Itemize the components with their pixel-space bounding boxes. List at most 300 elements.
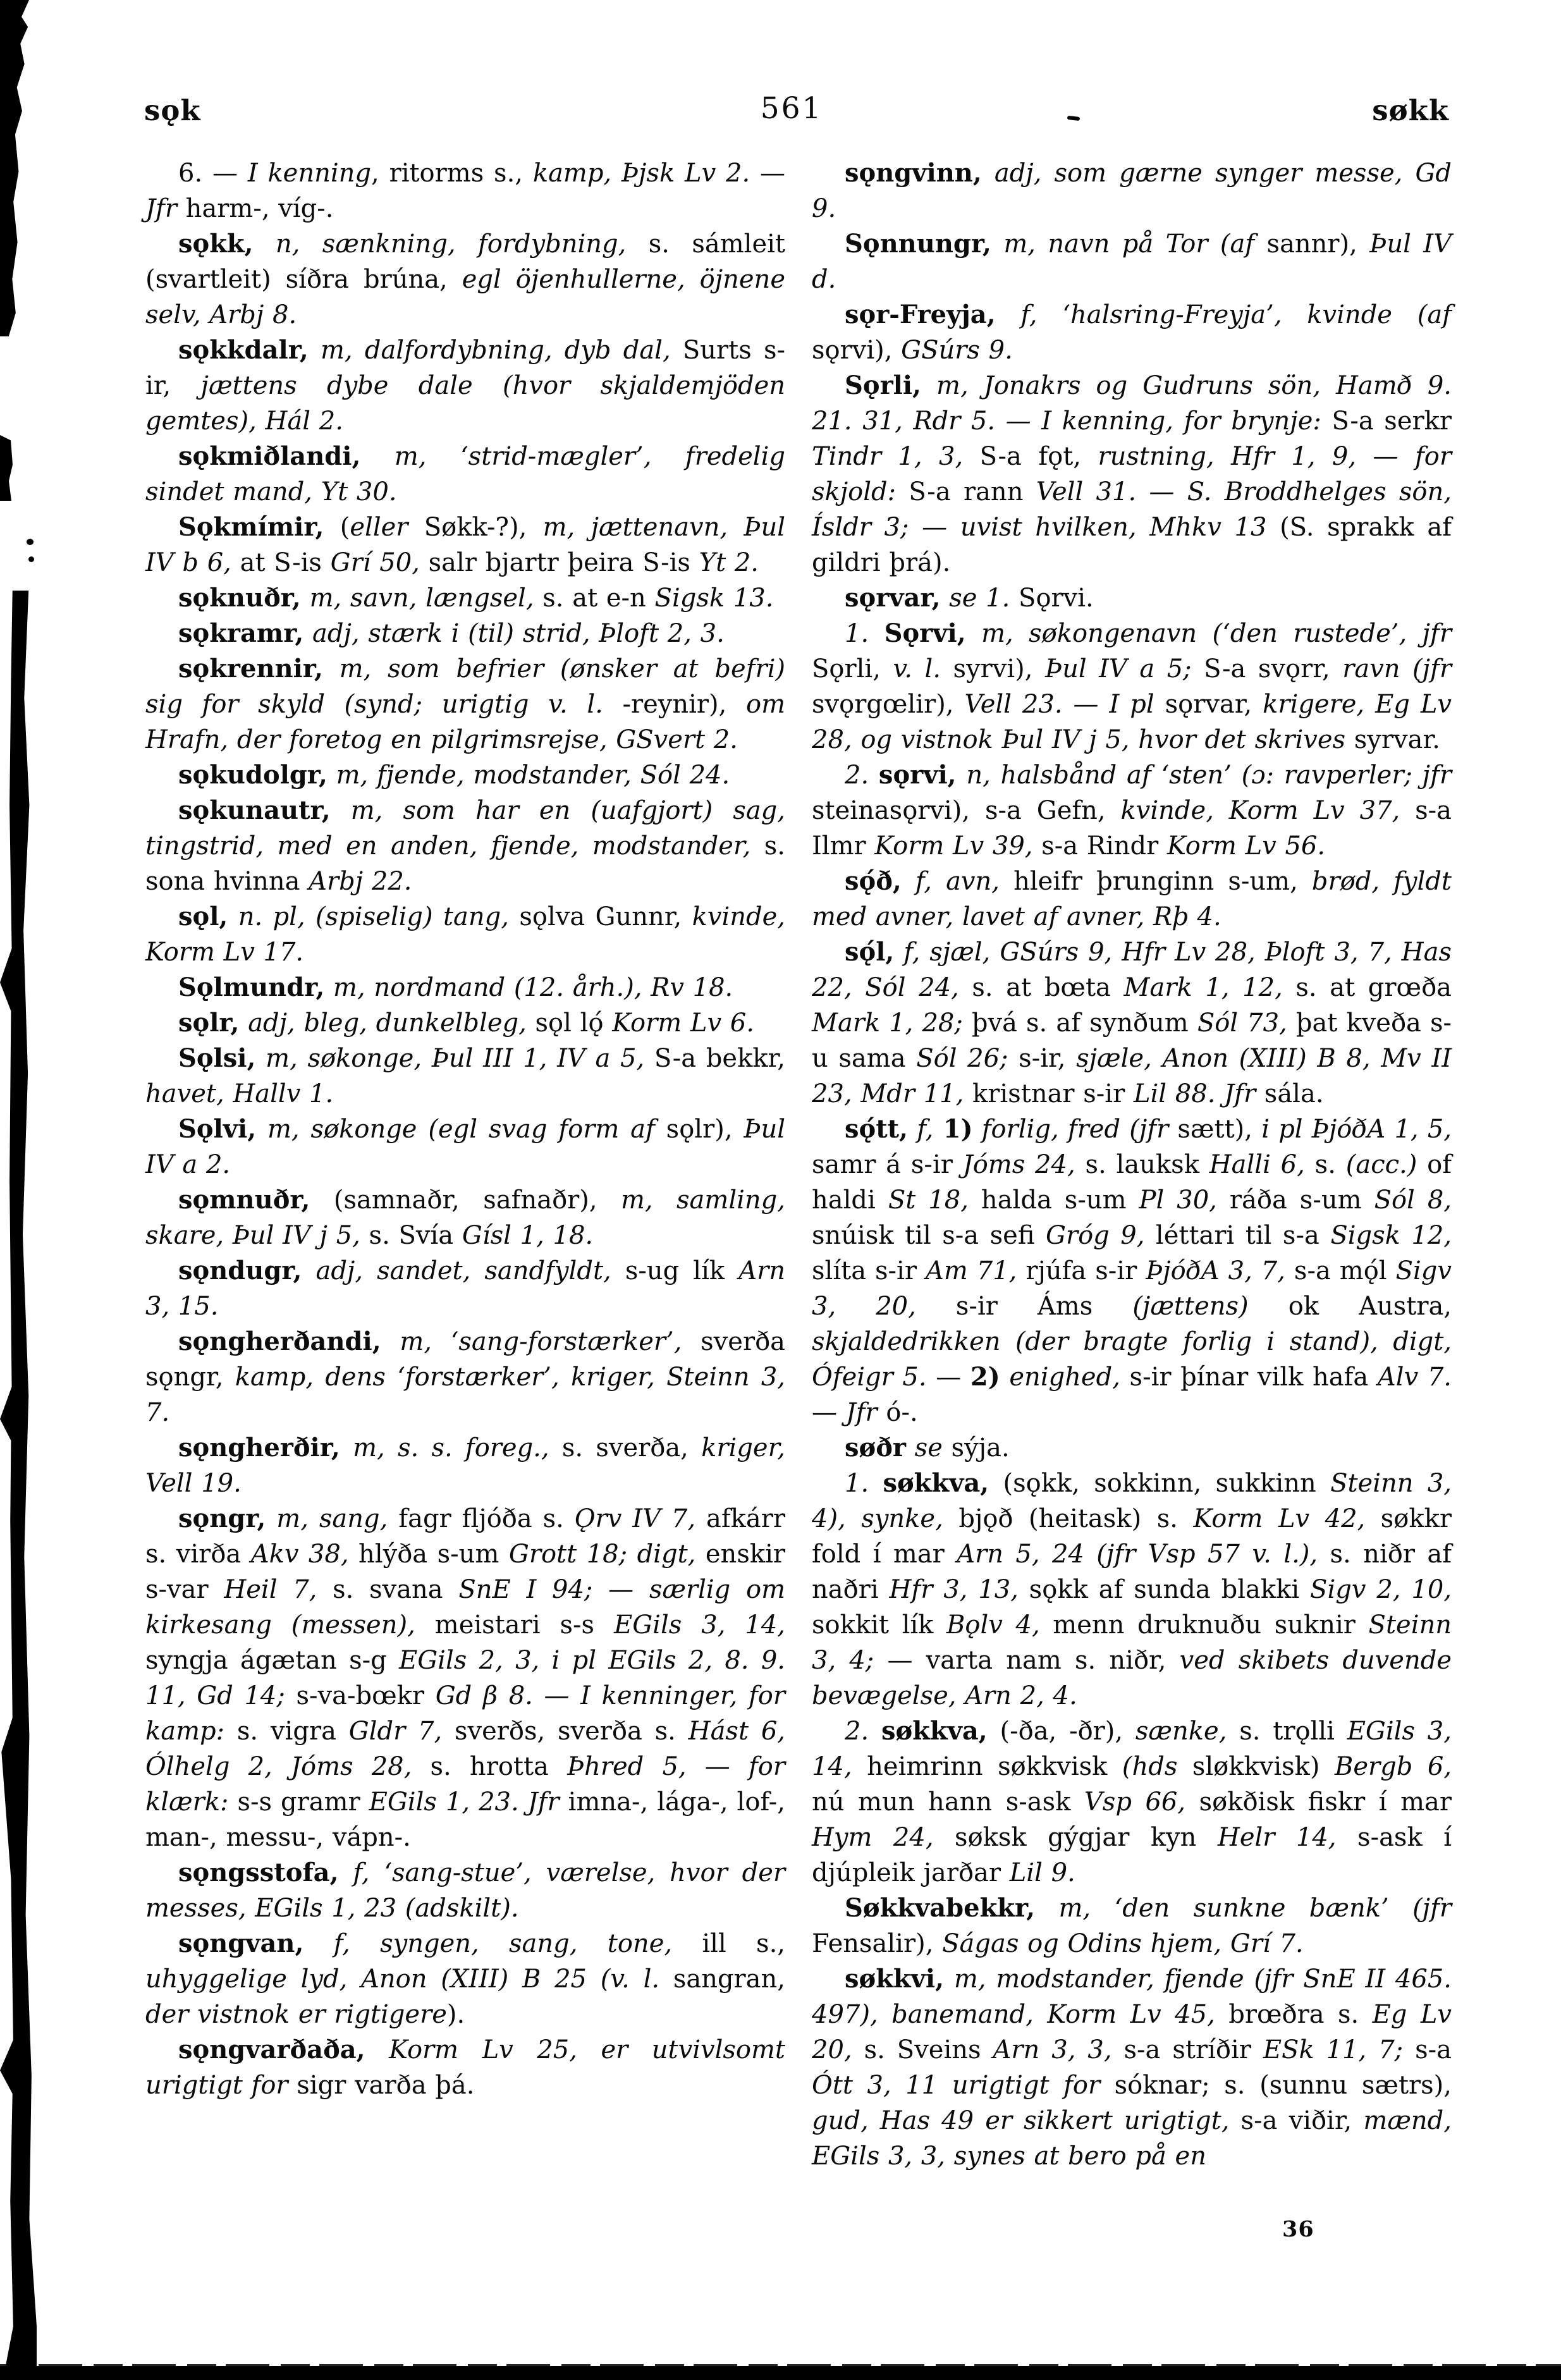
dictionary-entry — [812, 297, 1452, 368]
entry-text: syrvi), — [941, 654, 1046, 684]
entry-text: 2. — [845, 761, 879, 790]
dictionary-entry — [145, 333, 785, 439]
headword: Sǫrvi, — [884, 618, 966, 648]
dictionary-entry — [812, 616, 1452, 758]
dictionary-entry — [145, 970, 785, 1005]
dictionary-entry — [145, 758, 785, 793]
entry-text: 1. — [845, 1469, 883, 1498]
entry-text: meistari s-s — [415, 1610, 615, 1640]
entry-text: sǫrvar, — [1154, 690, 1263, 719]
entry-text: s. trǫlli — [1227, 1717, 1347, 1746]
entry-text: adj, som gærne synger messe, Gd 9. — [812, 159, 1452, 223]
entry-text: Fensalir), — [812, 1929, 943, 1958]
entry-text: m, sang, — [266, 1504, 388, 1533]
headword: 1) — [933, 1114, 973, 1144]
headword: sǫlr, — [178, 1008, 240, 1038]
headword: sǫngherðir, — [178, 1433, 340, 1463]
entry-text: s. sverða, — [549, 1433, 702, 1463]
entry-text: EGils 1, 23. Jfr — [369, 1788, 560, 1817]
entry-text: Korm Lv 25, er utvivlsomt urigtigt for — [145, 2035, 785, 2100]
dictionary-entry — [145, 1855, 785, 1926]
dictionary-entry — [812, 1466, 1452, 1714]
entry-text: ill s., — [672, 1929, 786, 1958]
entry-text: sóknar; s. (sunnu sætrs), — [1100, 2071, 1452, 2100]
dictionary-entry — [145, 1253, 785, 1324]
entry-text: — — [750, 159, 785, 188]
entry-text: sigr varða þá. — [288, 2071, 475, 2100]
scan-artifact-bottom-edge — [0, 2366, 1561, 2380]
entry-text: m, ‘strid-mægler’, fredelig sindet mand, Yt 30. — [145, 442, 785, 506]
entry-text: Ótt 3, 11 urigtigt for — [812, 2071, 1101, 2100]
entry-text: imna-, lága-, lof-, man-, messu-, vápn-. — [145, 1788, 786, 1852]
headword: sǫkunautr, — [178, 795, 331, 825]
entry-text: Sigsk 12, — [1330, 1221, 1452, 1250]
entry-text: Grott 18; digt, — [508, 1540, 696, 1569]
entry-text: EGils 3, 14, — [614, 1610, 785, 1640]
entry-text: Tindr 1, 3, — [812, 442, 964, 471]
entry-text: sjæle, Anon (XIII) B 8, Mv II 23, Mdr 11, — [812, 1044, 1452, 1108]
entry-text: Ságas og Odins hjem, Grí 7. — [942, 1929, 1304, 1958]
dictionary-entry — [145, 1926, 785, 2032]
entry-text: m, samling, skare, Þul IV j 5, — [145, 1186, 785, 1250]
entry-text: Arn 3, 3, — [993, 2035, 1112, 2064]
entry-text: -reynir), — [603, 690, 746, 719]
headword: sǫ́l, — [845, 937, 895, 967]
headword: Sǫrli, — [845, 371, 921, 400]
dictionary-entry — [812, 1430, 1452, 1466]
entry-text: (hds — [1122, 1752, 1178, 1781]
entry-text: sangran, — [659, 1965, 786, 1994]
headword: Sǫlsi, — [178, 1043, 256, 1073]
entry-text: ESk 11, 7; — [1263, 2035, 1404, 2064]
dictionary-entry — [812, 156, 1452, 226]
entry-text: rustning, Hfr 1, 9, — for skjold: — [812, 442, 1452, 506]
entry-text: rjúfa s-ir — [1017, 1256, 1146, 1285]
entry-text: Steinn 3, 4; — [812, 1610, 1452, 1675]
dictionary-entry — [145, 616, 785, 651]
sheet-signature: 36 — [1282, 2216, 1314, 2242]
entry-text: Vell 23. — I pl — [964, 690, 1154, 719]
entry-text: enighed, — [1000, 1363, 1120, 1392]
dictionary-entry — [145, 1501, 785, 1855]
entry-text: v. l. — [893, 654, 941, 684]
page-number: 561 — [760, 91, 823, 126]
entry-text: S-a fǫt, — [963, 442, 1098, 471]
headword: sǫl, — [178, 902, 228, 931]
column-left — [145, 156, 785, 2103]
headword: sǫngvan, — [178, 1929, 304, 1958]
entry-text: m, nordmand (12. årh.), Rv 18. — [324, 973, 733, 1002]
entry-text: (sǫkk, sokkinn, sukkinn — [989, 1469, 1331, 1498]
entry-text: s-a stríðir — [1111, 2035, 1263, 2064]
entry-text: f, sjæl, GSúrs 9, Hfr Lv 28, Þloft 3, 7, Has 22, Sól 24, — [812, 938, 1452, 1002]
entry-text: ok Austra, — [1248, 1292, 1452, 1321]
headword: 2) — [970, 1362, 1000, 1392]
scan-artifact-speck — [27, 539, 34, 545]
entry-text: m, modstander, fjende (jfr SnE II 465. 497), banemand, Korm Lv 45, — [812, 1965, 1452, 2029]
entry-text: sokkit lík — [812, 1610, 947, 1640]
entry-text: Heil 7, — [224, 1575, 317, 1604]
dictionary-entry — [145, 439, 785, 510]
entry-text: fagr fljóða s. — [388, 1504, 575, 1533]
header-catchword-left: sǫk — [144, 94, 201, 127]
entry-text: n, sænkning, fordybning, — [253, 230, 627, 259]
entry-text: se — [905, 1433, 943, 1463]
entry-text: n, halsbånd af ‘sten’ (ɔ: ravperler; jfr — [956, 761, 1452, 790]
entry-text: — varta nam s. niðr, — [874, 1646, 1180, 1675]
entry-text: Mark 1, 12, — [1123, 973, 1283, 1002]
dictionary-entry — [145, 1005, 785, 1041]
dictionary-entry — [812, 935, 1452, 1112]
entry-text: Bergb 6, — [1334, 1752, 1452, 1781]
entry-text: sverða sǫngr, — [145, 1327, 786, 1392]
entry-text: St 18, — [888, 1186, 969, 1215]
entry-text: Gldr 7, — [348, 1717, 443, 1746]
entry-text: léttari til s-a — [1144, 1221, 1331, 1250]
entry-text: sætt), — [1168, 1115, 1262, 1144]
entry-text: Yt 2. — [699, 548, 759, 577]
entry-text: (-ða, -ðr), — [987, 1717, 1136, 1746]
dictionary-entry — [812, 226, 1452, 297]
entry-text: (jættens) — [1132, 1292, 1249, 1321]
entry-text: s. sámleit (svartleit) síðra brúna, — [145, 230, 785, 294]
entry-text: søksk gýgjar kyn — [933, 1823, 1218, 1852]
headword: Søkkvabekkr, — [845, 1893, 1036, 1923]
entry-text: Gd β 8. — I kenninger, for kamp: — [145, 1681, 785, 1746]
entry-text: at S-is — [231, 548, 331, 577]
entry-text: søkðisk fiskr í mar — [1185, 1788, 1452, 1817]
entry-text: s-ug lík — [611, 1256, 739, 1285]
entry-text: s. at e-n — [534, 584, 655, 613]
entry-text: skjaldedrikken (der bragte forlig i stand), digt, Ófeigr 5. — [812, 1327, 1452, 1392]
entry-text: s-a Ilmr — [812, 796, 1452, 861]
dictionary-entry — [145, 1112, 785, 1182]
entry-text: hleifr þrunginn s-um, — [1000, 867, 1312, 896]
entry-text: Surts s-ir, — [145, 336, 785, 400]
entry-text: Gróg 9, — [1046, 1221, 1145, 1250]
entry-text: m, s. s. foreg., — [340, 1433, 549, 1463]
entry-text: m, som har en (uafgjort) sag, tingstrid, med en anden, fjende, modstander, — [145, 796, 785, 861]
headword: søðr — [845, 1433, 906, 1463]
entry-text: Lil 88. Jfr — [1133, 1079, 1256, 1108]
dictionary-entry — [812, 1714, 1452, 1891]
entry-text: (S. sprakk af gildri þrá). — [812, 513, 1452, 577]
entry-text: 6. — — [178, 159, 248, 188]
entry-text: adj, bleg, dunkelbleg, — [239, 1009, 527, 1038]
entry-text: m, ‘den sunkne bænk’ (jfr — [1035, 1894, 1452, 1923]
headword: Sǫlvi, — [178, 1114, 257, 1144]
entry-text: n. pl, (spiselig) tang, — [228, 902, 509, 931]
entry-text: kriger, Vell 19. — [145, 1433, 786, 1498]
entry-text: s-a mǫ́l — [1285, 1256, 1396, 1285]
entry-text: m, dalfordybning, dyb dal, — [308, 336, 671, 365]
entry-text: adj, sandet, sandfyldt, — [302, 1256, 611, 1285]
entry-text: Gísl 1, 18. — [462, 1221, 594, 1250]
scan-artifact-binding-strip — [0, 591, 37, 2380]
entry-text: nú mun hann s-ask — [812, 1788, 1084, 1817]
dictionary-entry — [812, 368, 1452, 580]
entry-text: , ritorms s., — [371, 159, 533, 188]
headword: sǫkk, — [178, 229, 254, 259]
entry-text: sǫlva Gunnr, — [508, 902, 692, 931]
dictionary-entry — [145, 793, 785, 899]
dictionary-entry — [145, 651, 785, 758]
entry-text: ÞjóðA 3, 7, — [1146, 1256, 1285, 1285]
entry-text: f, — [908, 1115, 934, 1144]
entry-text: s-a — [1403, 2035, 1452, 2064]
headword: sǫkmiðlandi, — [178, 441, 361, 471]
entry-text: Jóms 24, — [962, 1150, 1075, 1179]
entry-text: heimrinn søkkvisk — [852, 1752, 1122, 1781]
entry-text: ved skibets duvende bevægelse, Arn 2, 4. — [812, 1646, 1452, 1710]
entry-text: snúisk til s-a sefi — [812, 1221, 1046, 1250]
entry-text: kamp, dens ‘forstærker’, kriger, Steinn 3, 7. — [145, 1363, 785, 1427]
entry-text: Jfr — [145, 194, 177, 223]
entry-text: Hfr 3, 13, — [889, 1575, 1019, 1604]
headword: sǫngherðandi, — [178, 1327, 381, 1356]
entry-text: Sól 73, — [1197, 1009, 1287, 1038]
dictionary-entry — [145, 899, 785, 970]
entry-text: om Hrafn, der foretog en pilgrimsrejse, GSvert 2. — [145, 690, 785, 754]
entry-text: Vell 31. — S. Broddhelges sön, Ísldr 3; — uvist hvilken, Mhkv 13 — [812, 477, 1452, 542]
entry-text: kamp, Þjsk Lv 2. — [532, 159, 750, 188]
entry-text: — — [812, 1398, 846, 1427]
entry-text: egl öjenhullerne, öjnene selv, Arbj 8. — [145, 265, 785, 329]
entry-text: Sigsk 13. — [654, 584, 774, 613]
entry-text: 1. — [845, 619, 885, 648]
entry-text: i pl ÞjóðA 1, 5, — [1261, 1115, 1452, 1144]
entry-text: s. — [1304, 1150, 1346, 1179]
headword: sǫkramr, — [178, 618, 304, 648]
entry-text: s-ask í djúpleik jarðar — [812, 1823, 1452, 1887]
dictionary-entry — [812, 1961, 1452, 2174]
entry-text: s. Sveins — [852, 2035, 993, 2064]
entry-text: se 1. — [940, 584, 1019, 613]
entry-text: mænd, EGils 3, 3, synes at bero på en — [812, 2106, 1452, 2171]
entry-text: brød, fyldt med avner, lavet af avner, Rþ 4. — [812, 867, 1452, 931]
entry-text: (samnaðr, safnaðr), — [310, 1186, 621, 1215]
dictionary-entry — [145, 1430, 785, 1501]
entry-text: ó-. — [877, 1398, 918, 1427]
entry-text: m, jættenavn, Þul IV b 6, — [145, 513, 785, 577]
entry-text: kristnar s-ir — [964, 1079, 1134, 1108]
entry-text: Steinn 3, 4), synke, — [812, 1469, 1452, 1533]
entry-text: søkkr fold í mar — [812, 1504, 1452, 1569]
entry-text: harm-, víg-. — [176, 194, 334, 223]
entry-text: S-a bekkr, — [644, 1044, 785, 1073]
headword: sǫknuðr, — [178, 583, 301, 613]
entry-text: Þul IV a 2. — [145, 1115, 785, 1179]
entry-text: svǫrgœlir), — [812, 690, 965, 719]
entry-text: eller — [350, 513, 408, 542]
entry-text: Sǫrli, — [812, 654, 893, 684]
entry-text: s-a viðir, — [1229, 2106, 1364, 2135]
headword: Sǫnnungr, — [845, 229, 991, 259]
dictionary-entry — [145, 2032, 785, 2103]
entry-text: samr á s-ir — [812, 1150, 963, 1179]
headword: Sǫkmímir, — [178, 512, 324, 542]
entry-text: Sigv 2, 10, — [1310, 1575, 1452, 1604]
entry-text: Alv 7. — [1377, 1363, 1452, 1392]
entry-text: hlýða s-um — [348, 1540, 509, 1569]
entry-text: m, savn, længsel, — [300, 584, 534, 613]
entry-text: m, søkonge, Þul III 1, IV a 5, — [255, 1044, 645, 1073]
headword: Sǫlmundr, — [178, 972, 325, 1002]
entry-text: Jfr — [845, 1398, 878, 1427]
entry-text: Vsp 66, — [1084, 1788, 1186, 1817]
entry-text: gud, Has 49 er sikkert urigtigt, — [812, 2106, 1230, 2135]
entry-text: sænke, — [1135, 1717, 1227, 1746]
entry-text: krigere, Eg Lv 28, og vistnok Þul IV j 5, hvor det skrives — [812, 690, 1452, 754]
entry-text: ráða s-um — [1216, 1186, 1374, 1215]
entry-text: Pl 30, — [1139, 1186, 1217, 1215]
entry-text: havet, Hallv 1. — [145, 1079, 334, 1108]
entry-text: Sigv 3, 20, — [812, 1256, 1452, 1321]
dictionary-entry — [145, 1182, 785, 1253]
headword: søkkva, — [883, 1468, 989, 1498]
scan-artifact-speck — [28, 556, 34, 562]
dictionary-entry — [145, 1041, 785, 1112]
entry-text: f, ‘sang-stue’, værelse, hvor der messes, EGils 1, 23 (adskilt). — [145, 1858, 785, 1923]
entry-text: Eg Lv 20, — [812, 2000, 1452, 2064]
entry-text: Halli 6, — [1209, 1150, 1305, 1179]
entry-text: s. sona hvinna — [145, 831, 786, 896]
entry-text: s-a Rindr — [1032, 831, 1167, 861]
entry-text: uhyggelige lyd, Anon (XIII) B 25 (v. l. — [145, 1965, 660, 1994]
entry-text: ). — [446, 2000, 465, 2029]
entry-text: S-a serkr — [1321, 407, 1452, 436]
entry-text: 2. — [845, 1717, 881, 1746]
entry-text: s-ir Áms — [915, 1292, 1133, 1321]
entry-text: steinasǫrvi), s-a Gefn, — [812, 796, 1121, 825]
headword: søkkva, — [881, 1716, 988, 1746]
headword: sǫngvinn, — [845, 158, 982, 188]
entry-text: SnE I 94; — særlig om kirkesang (messen), — [145, 1575, 786, 1640]
entry-text: s-s gramr — [228, 1788, 369, 1817]
entry-text: enskir s-var — [145, 1540, 785, 1604]
entry-text: Søkk-?), — [408, 513, 543, 542]
entry-text: der vistnok er rigtigere — [145, 2000, 447, 2029]
entry-text: menn druknuðu suknir — [1039, 1610, 1369, 1640]
entry-text: Bǫlv 4, — [946, 1610, 1040, 1640]
column-right — [812, 156, 1452, 2174]
header-catchword-right: søkk — [1372, 94, 1449, 127]
entry-text: Grí 50, — [330, 548, 420, 577]
entry-text: m, søkongenavn (‘den rustede’, jfr — [965, 619, 1452, 648]
headword: sǫ́tt, — [845, 1114, 909, 1144]
entry-text: sǫl lǫ́ — [526, 1009, 613, 1038]
entry-text: m, fjende, modstander, Sól 24. — [327, 761, 730, 790]
headword: sǫrvi, — [878, 760, 957, 790]
entry-text: EGils 2, 3, i pl EGils 2, 8. 9. 11, Gd 14; — [145, 1646, 785, 1710]
entry-text: ravn (jfr — [1342, 654, 1452, 684]
entry-text: kvinde, Korm Lv 37, — [1120, 796, 1400, 825]
entry-text: Korm Lv 56. — [1166, 831, 1326, 861]
entry-text: Am 71, — [925, 1256, 1017, 1285]
entry-text: m, som befrier (ønsker at befri) sig for skyld (synd; urigtig v. l. — [145, 654, 785, 719]
entry-text: Akv 38, — [250, 1540, 349, 1569]
entry-text: Korm Lv 6. — [612, 1009, 754, 1038]
dictionary-entry — [812, 580, 1452, 616]
entry-text: s. hrotta — [412, 1752, 568, 1781]
dictionary-entry — [145, 226, 785, 333]
headword: sǫngsstofa, — [178, 1858, 339, 1887]
entry-text: Þul IV a 5; — [1045, 654, 1192, 684]
scan-artifact-binding-blob — [0, 435, 13, 501]
entry-text: of haldi — [812, 1150, 1452, 1215]
entry-text: jættens dybe dale (hvor skjaldemjöden gemtes), Hál 2. — [145, 371, 785, 436]
entry-text: Korm Lv 42, — [1193, 1504, 1366, 1533]
entry-text: brœðra s. — [1215, 2000, 1373, 2029]
headword: sǫngr, — [178, 1504, 266, 1533]
entry-text: s. svana — [317, 1575, 459, 1604]
running-head — [144, 91, 1449, 127]
entry-text: Sól 8, — [1374, 1186, 1452, 1215]
entry-text: sála. — [1256, 1079, 1324, 1108]
entry-text: ( — [324, 513, 350, 542]
entry-text: s-va-bœkr — [285, 1681, 436, 1710]
entry-text: s-ir, — [1008, 1044, 1077, 1073]
headword: sǫkrennir, — [178, 654, 323, 684]
dictionary-entry — [145, 1324, 785, 1430]
entry-text: adj, stærk i (til) strid, Þloft 2, 3. — [303, 619, 725, 648]
entry-text: Þul IV d. — [812, 230, 1452, 294]
headword: sǫndugr, — [178, 1256, 302, 1285]
entry-text: syrvar. — [1345, 725, 1440, 754]
entry-text: sǫkk af sunda blakki — [1018, 1575, 1311, 1604]
entry-text: þat kveða s-u sama — [812, 1009, 1452, 1073]
entry-text: EGils 3, 14, — [812, 1717, 1452, 1781]
dictionary-entry — [812, 864, 1452, 935]
entry-text: s. lauksk — [1075, 1150, 1209, 1179]
entry-text: (acc.) — [1345, 1150, 1417, 1179]
entry-text: salr bjartr þeira S-is — [419, 548, 699, 577]
dictionary-entry — [145, 580, 785, 616]
entry-text: Helr 14, — [1217, 1823, 1337, 1852]
entry-text: Sǫrvi. — [1019, 584, 1094, 613]
entry-text: S-a rann — [896, 477, 1036, 506]
entry-text: Arn 5, 24 (jfr Vsp 57 v. l.), — [957, 1540, 1318, 1569]
entry-text: afkárr s. virða — [145, 1504, 786, 1569]
entry-text: Korm Lv 39, — [874, 831, 1033, 861]
entry-text: Hym 24, — [812, 1823, 934, 1852]
entry-text: S-a svǫrr, — [1191, 654, 1343, 684]
entry-text: GSúrs 9. — [901, 336, 1013, 365]
entry-text: sǫlr), — [654, 1115, 744, 1144]
entry-text: s. niðr af naðri — [812, 1540, 1452, 1604]
entry-text: Arbj 22. — [309, 867, 412, 896]
headword: sǫmnuðr, — [178, 1185, 310, 1215]
entry-text: syngja ágætan s-g — [145, 1646, 400, 1675]
scan-artifact-binding-top — [0, 0, 29, 336]
entry-text: kvinde, Korm Lv 17. — [145, 902, 785, 967]
entry-text: sverðs, sverða s. — [442, 1717, 689, 1746]
dictionary-entry — [812, 758, 1452, 864]
entry-text: slíta s-ir — [812, 1256, 926, 1285]
entry-text: m, søkonge (egl svag form af — [256, 1115, 655, 1144]
headword: sǫkudolgr, — [178, 760, 328, 790]
entry-text: f, avn, — [901, 867, 1000, 896]
headword: sǫkkdalr, — [178, 335, 309, 365]
entry-text: m, navn på Tor (af — [991, 230, 1255, 259]
entry-text: m, Jonakrs og Gudruns sön, Hamð 9. 21. 31, Rdr 5. — I kenning, for brynje: — [812, 371, 1452, 436]
entry-text: halda s-um — [968, 1186, 1139, 1215]
headword: sǫrvar, — [845, 583, 941, 613]
headword: sǫ́ð, — [845, 866, 902, 896]
entry-text: sýja. — [942, 1433, 1010, 1463]
entry-text: m, ‘sang-forstærker’, — [381, 1327, 682, 1356]
entry-text: Ǫrv IV 7, — [574, 1504, 696, 1533]
